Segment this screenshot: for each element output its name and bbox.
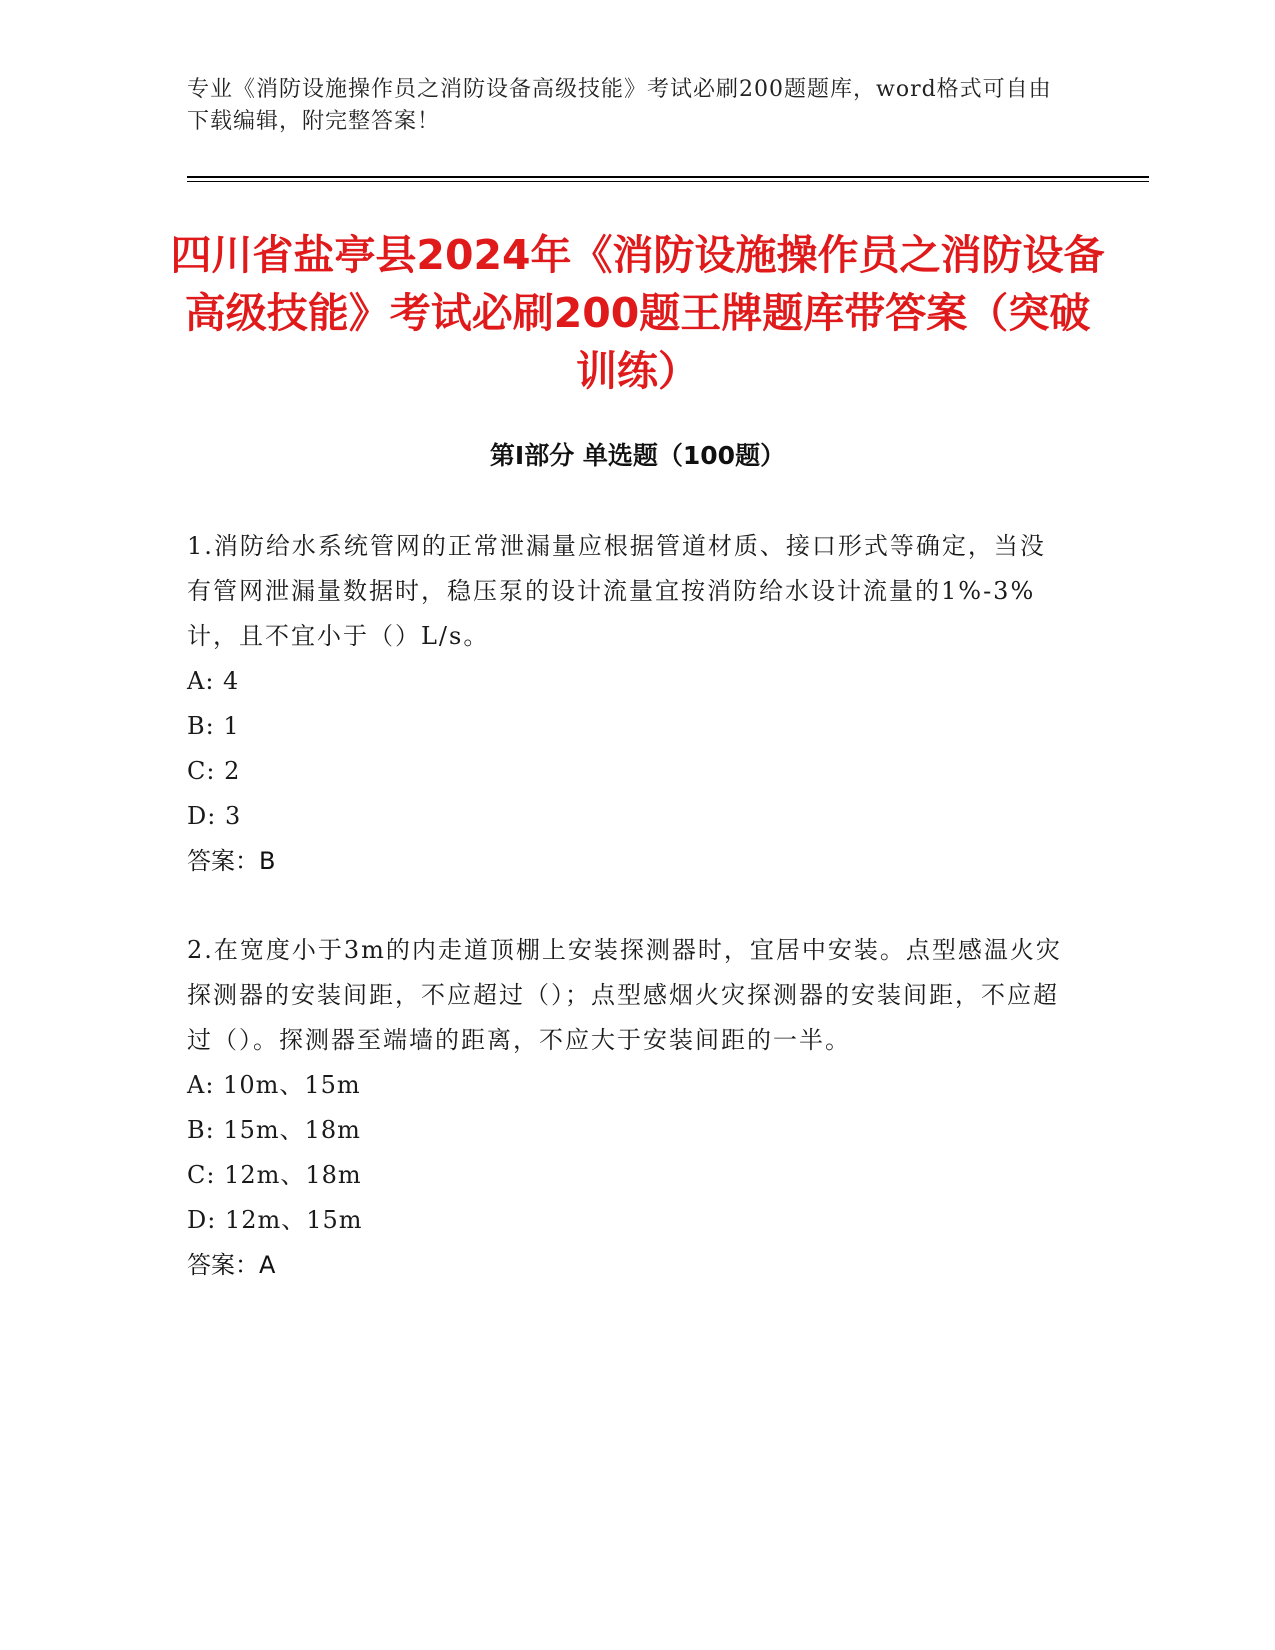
section-heading: 第Ⅰ部分 单选题（100题） [489, 441, 786, 470]
header-divider [187, 176, 1149, 178]
question-stem: 1.消防给水系统管网的正常泄漏量应根据管道材质、接口形式等确定，当没有管网泄漏量数据时，稳压泵的设计流量宜按消防给水设计流量的1%-3%计，且不宜小于（）L/s。 [187, 532, 1046, 650]
option-a: A: 4 [187, 667, 240, 695]
option-d: D: 12m、15m [187, 1206, 363, 1234]
question-1 [187, 524, 1067, 884]
option-b: B: 1 [187, 712, 240, 740]
option-d: D: 3 [187, 802, 242, 830]
header-note: 专业《消防设施操作员之消防设备高级技能》考试必刷200题题库，word格式可自由下载编辑，附完整答案！ [187, 77, 1052, 134]
answer: 答案：B [187, 847, 276, 875]
header-divider-thin [187, 181, 1149, 182]
option-a: A: 10m、15m [187, 1071, 361, 1099]
option-b: B: 15m、18m [187, 1116, 361, 1144]
option-c: C: 2 [187, 757, 241, 785]
option-c: C: 12m、18m [187, 1161, 362, 1189]
answer: 答案：A [187, 1251, 276, 1279]
question-2 [187, 928, 1067, 1288]
question-stem: 2.在宽度小于3m的内走道顶棚上安装探测器时，宜居中安装。点型感温火灾探测器的安装间距，不应超过（）；点型感烟火灾探测器的安装间距，不应超过（）。探测器至端墙的距离，不应大于安装间距的一半。 [187, 936, 1062, 1054]
document-title: 四川省盐亭县2024年《消防设施操作员之消防设备高级技能》考试必刷200题王牌题库带答案（突破训练） [170, 231, 1105, 395]
